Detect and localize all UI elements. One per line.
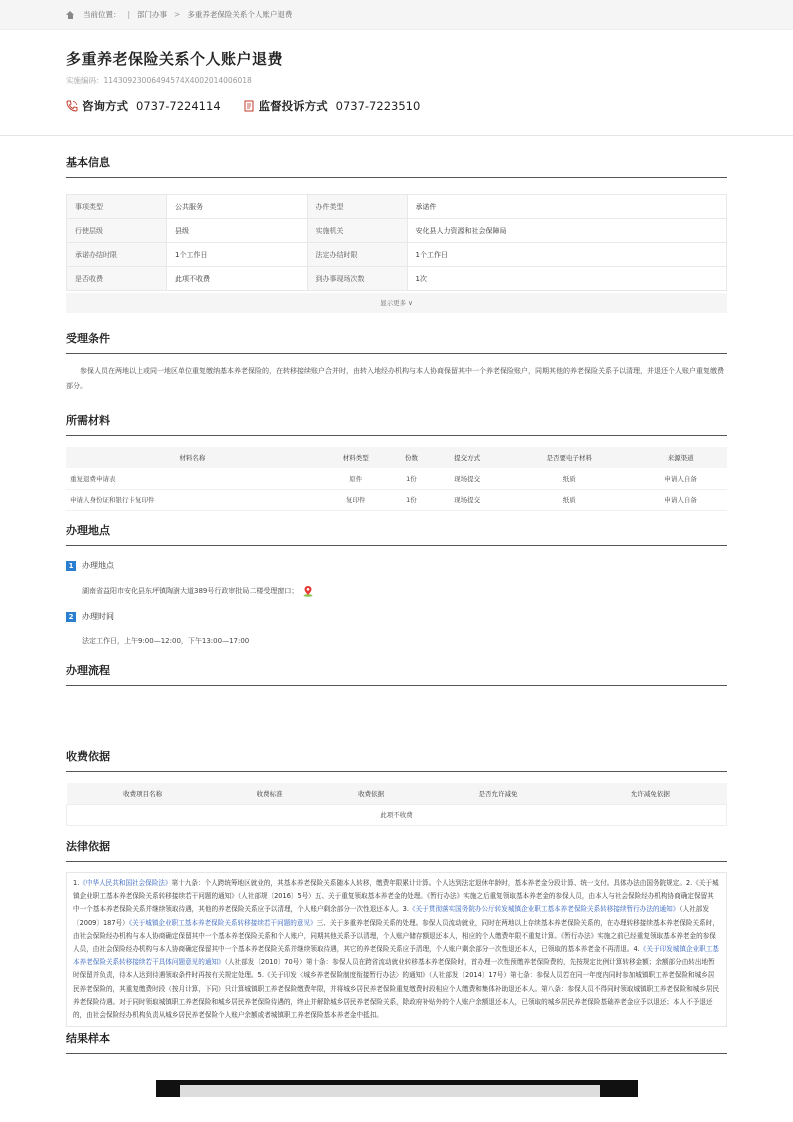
info-key: 实施机关: [307, 219, 407, 243]
materials-cell: 申请人自备: [634, 468, 727, 489]
consult-label: 咨询方式: [82, 99, 128, 113]
info-key: 法定办结时限: [307, 243, 407, 267]
materials-header: 份数: [393, 447, 430, 468]
breadcrumb: [0, 0, 793, 30]
materials-cell: 申请人身份证和银行卡复印件: [66, 489, 319, 510]
page-title: 多重养老保险关系个人账户退费: [66, 50, 284, 68]
materials-cell: 1份: [393, 468, 430, 489]
law-text-part: 第十九条：个人跨统筹地区就业的，其基本养老保险关系随本人转移，缴费年限累计计算。个人达到法定退休年龄时，基本养老金分段计算、统一支付。具体办法由国务院规定。2.《关于城镇企业职工基本养老保险关系转移接续若干问题的通知》（人社部规〔2016〕5号）五、关于重复领取基本养老金的处理。《暂行办法》实施之后重复领取基本养老金的参保人员，由本人与社会保险经办机构协商确定保留其中一个基本养老保险关系并继续领取待遇，其他的养老保险关系应予以清理，个人账户剩余部分一次性退还本人。3.: [73, 879, 719, 914]
materials-cell: 申请人自备: [634, 489, 727, 510]
consult-phone: 0737-7224114: [136, 99, 221, 113]
info-value: 此项不收费: [167, 267, 308, 291]
fee-empty: 此项不收费: [67, 804, 727, 825]
phone-icon: [66, 100, 78, 112]
location-section: [66, 522, 727, 646]
info-key: 到办事现场次数: [307, 267, 407, 291]
fee-header: 是否允许减免: [422, 783, 574, 804]
info-row: [67, 243, 727, 267]
law-text-part: （人社部发〔2010〕70号）第十条：参保人员在跨省流动就业转移基本养老保险时，首办理一次性预缴养老保险费的，先按规定比例计算转移金额；余额部分由转出地暂时保留并负责，待本人达到待遇领取条件时再按有关规定处理。5.《关于印发〈城乡养老保险制度衔接暂行办法〉的通知》（人社部发〔2014〕17号）第七条：参保人员若在同一年度内同时参加城镇职工养老保险和城乡居民养老保险的，其重复缴费时段（按月计算，下同）只计算城镇职工养老保险缴费年限，并将城乡居民养老保险重复缴费时段相应个人缴费和集体补助退还本人。第八条：参保人员不得同时领取城镇职工养老保险和城乡居民养老保险待遇。对于同时领取城镇职工养老保险和城乡居民养老保险待遇的，终止并解除城乡居民养老保险关系，除政府补贴外的个人账户余额退还本人，已领取的城乡居民养老保险基础养老金应予以退还；本人不予退还的，由社会保险经办机构负责从城乡居民养老保险个人账户余额或者城镇职工养老保险基本养老金中抵扣。: [73, 958, 720, 1020]
section-title-fee: 收费依据: [66, 748, 727, 772]
law-link[interactable]: 《关于贯彻落实国务院办公厅转发城镇企业职工基本养老保险关系转移接续暂行办法的通知》: [408, 905, 680, 914]
complaint-phone: 0737-7223510: [335, 99, 421, 113]
materials-cell: 现场提交: [430, 468, 504, 489]
info-value: 1个工作日: [167, 243, 308, 267]
info-value: 1个工作日: [407, 243, 726, 267]
info-value: 承诺件: [407, 195, 726, 219]
materials-table: [66, 447, 727, 511]
step-number: 2: [66, 612, 76, 622]
page-header: [0, 30, 793, 136]
breadcrumb-link-department[interactable]: 部门办事: [137, 10, 168, 19]
address-text: 湖南省益阳市安化县东坪镇陶澍大道389号行政审批局二楼受理窗口；: [82, 587, 299, 595]
fee-header: 收费标准: [219, 783, 321, 804]
materials-cell: 现场提交: [430, 489, 504, 510]
law-text-part: 1.: [73, 879, 80, 887]
section-title-law: 法律依据: [66, 838, 727, 862]
materials-cell: 原件: [319, 468, 393, 489]
materials-cell: 纸质: [504, 468, 634, 489]
breadcrumb-current: 多重养老保险关系个人账户退费: [187, 10, 293, 19]
breadcrumb-label: 当前位置：: [83, 10, 121, 19]
step-label: 办理时间: [82, 612, 114, 621]
basic-info-table: [66, 194, 727, 291]
step-time: [66, 611, 727, 622]
info-key: 办件类型: [307, 195, 407, 219]
address: [82, 585, 727, 597]
contact-info: [66, 98, 727, 114]
law-text-part: 三、关于多重养老保险关系的处理。参保人员流动就业，同时在两地以上存续基本养老保险关系的，在办理转移接续基本养老保险关系时，由社会保险经办机构与本人协商确定保留其中一个基本养老保险关系和个人账户，同期其他关系予以清理，个人账户储存额退还本人，相应的个人缴费年限不重复计算。《暂行办法》实施之前已经重复领取基本养老金的参保人员，由社会保险经办机构与本人协商确定保留其中一个基本养老保险关系并继续领取待遇，其它的养老保险关系应予清理，个人账户剩余部分一次性退还本人，已领取的基本养老金不再清退。4.: [73, 918, 719, 954]
basic-info-section: [66, 154, 727, 313]
sample-section: [66, 1030, 727, 1054]
materials-header: 材料类型: [319, 447, 393, 468]
page-content: [0, 30, 793, 1122]
section-title-location: 办理地点: [66, 522, 727, 546]
info-value: 县级: [167, 219, 308, 243]
info-row: [67, 219, 727, 243]
fee-table: [66, 783, 727, 826]
table-row: [66, 468, 727, 489]
section-title-process: 办理流程: [66, 662, 727, 686]
materials-cell: 复印件: [319, 489, 393, 510]
law-section: [66, 838, 727, 1027]
law-link[interactable]: 《中华人民共和国社会保险法》: [79, 879, 172, 887]
conditions-section: [66, 330, 727, 394]
step-number: 1: [66, 561, 76, 571]
info-row: [67, 195, 727, 219]
info-key: 行使层级: [67, 219, 167, 243]
map-pin-icon[interactable]: [302, 585, 314, 597]
info-value: 安化县人力资源和社会保障局: [407, 219, 726, 243]
breadcrumb-arrow: >: [174, 10, 181, 19]
fee-header: 允许减免依据: [574, 783, 726, 804]
info-key: 是否收费: [67, 267, 167, 291]
info-key: 承诺办结时限: [67, 243, 167, 267]
section-title-materials: 所需材料: [66, 412, 727, 436]
breadcrumb-separator: |: [127, 10, 131, 19]
materials-header: 是否要电子材料: [504, 447, 634, 468]
complaint-label: 监督投诉方式: [258, 99, 328, 113]
process-section: [66, 662, 727, 686]
info-value: 1次: [407, 267, 726, 291]
info-row: [67, 267, 727, 291]
section-title-sample: 结果样本: [66, 1030, 727, 1054]
home-icon[interactable]: [66, 11, 75, 19]
info-key: 事项类型: [67, 195, 167, 219]
law-link[interactable]: 《关于城镇企业职工基本养老保险关系转移接续若干问题的意见》: [128, 918, 317, 927]
materials-header: 来源渠道: [634, 447, 727, 468]
law-link[interactable]: 《关于印发城镇企业职工基本养老保险关系转移接续若干具体问题意见的通知》: [73, 945, 719, 967]
materials-header: 提交方式: [430, 447, 504, 468]
materials-cell: 重复退费申请表: [66, 468, 319, 489]
law-text-part: （人社部发〔2009〕187号）: [73, 905, 709, 927]
section-title-basic: 基本信息: [66, 154, 727, 178]
step-location: [66, 560, 727, 571]
materials-header: 材料名称: [66, 447, 319, 468]
result-sample-image: [156, 1080, 638, 1097]
show-more-button[interactable]: 显示更多 ∨: [66, 293, 727, 313]
section-title-conditions: 受理条件: [66, 330, 727, 354]
materials-cell: 1份: [393, 489, 430, 510]
materials-section: [66, 412, 727, 511]
conditions-text: 参保人员在两地以上或同一地区单位重复缴纳基本养老保险的，在转移接续账户合并时，由转入地经办机构与本人协商保留其中一个养老保险账户，同期其他的养老保险关系予以清理，并退还个人账户重复缴费部分。: [66, 367, 724, 390]
info-value: 公共服务: [167, 195, 308, 219]
fee-header: 收费依据: [320, 783, 422, 804]
fee-header: 收费项目名称: [67, 783, 219, 804]
table-row: [66, 489, 727, 510]
implementation-code: 实施编码：11430923006494574X4002014006018: [66, 76, 252, 85]
law-text: [66, 872, 727, 1027]
complaint-icon: [243, 100, 255, 112]
materials-cell: 纸质: [504, 489, 634, 510]
office-hours: 法定工作日，上午9:00—12:00，下午13:00—17:00: [82, 637, 250, 645]
step-label: 办理地点: [82, 561, 114, 570]
fee-section: [66, 748, 727, 826]
